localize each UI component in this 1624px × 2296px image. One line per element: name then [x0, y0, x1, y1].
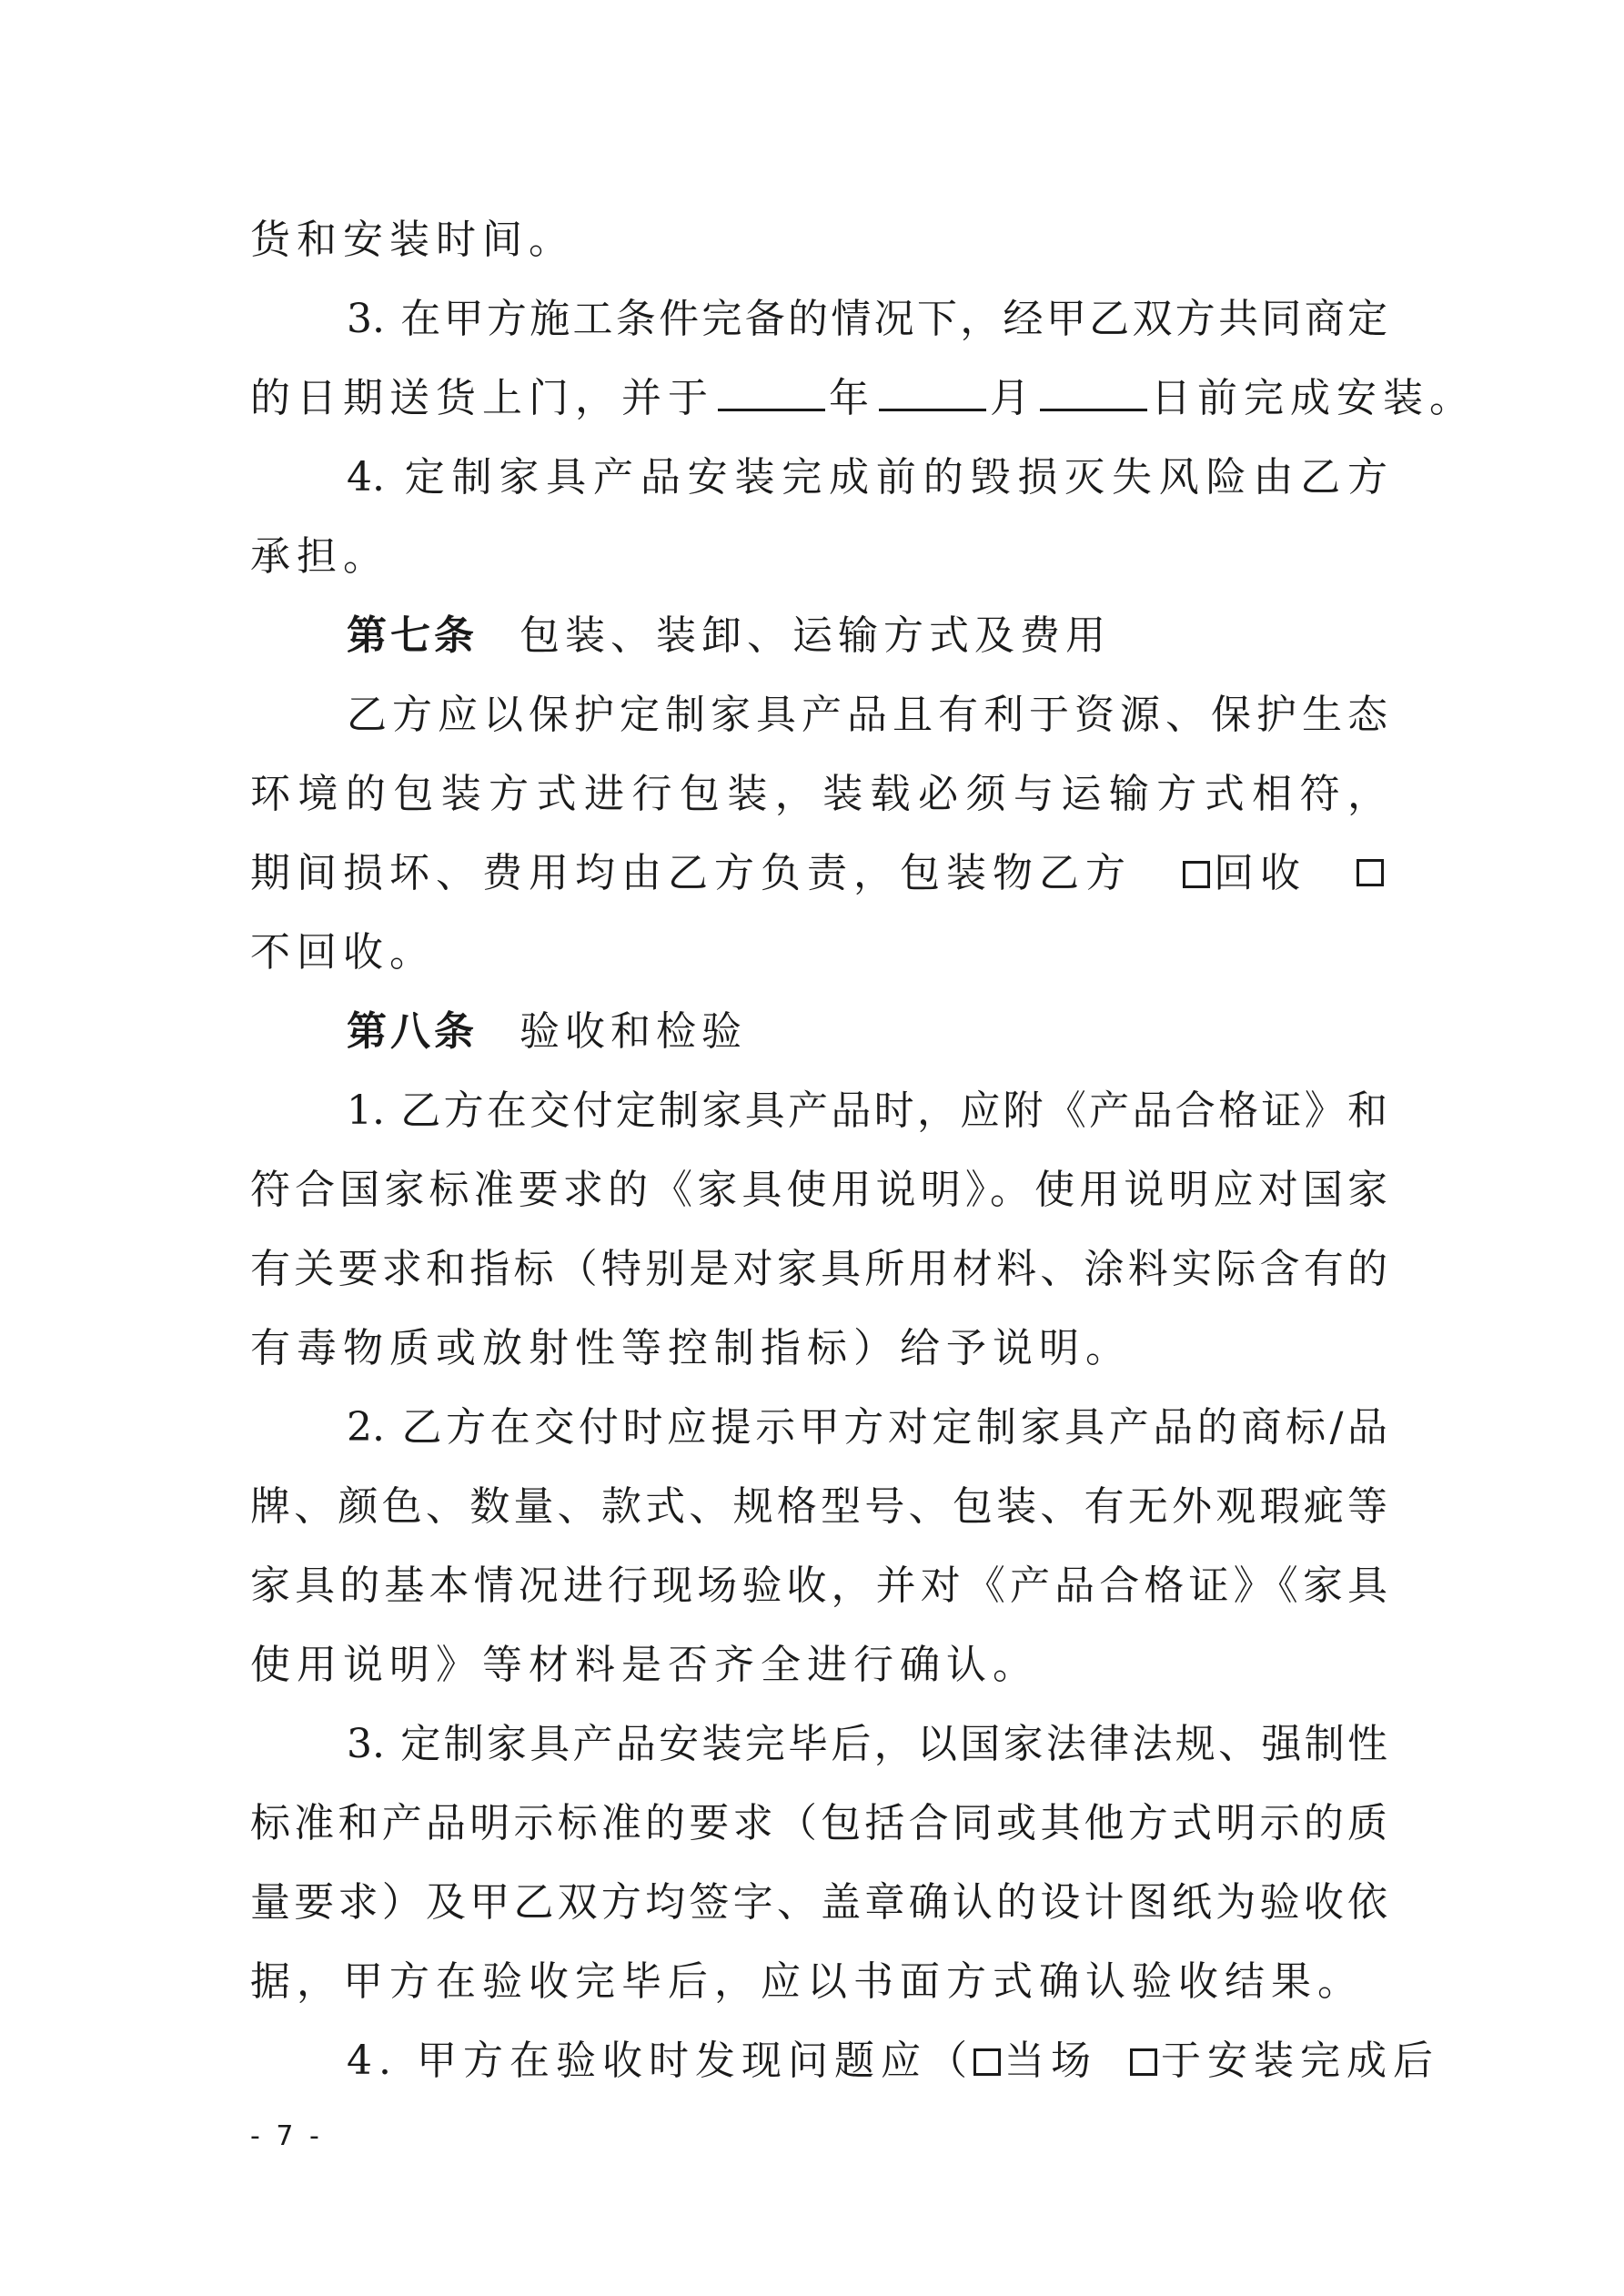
text-line: 3. 定制家具产品安装完毕后，以国家法律法规、强制性	[347, 1721, 1387, 1767]
checkbox-recycle[interactable]	[1183, 861, 1210, 888]
checkbox-on-site[interactable]	[973, 2048, 1001, 2076]
year-blank	[718, 372, 825, 411]
checkbox-after-install[interactable]	[1130, 2048, 1157, 2076]
text-line: 牌、颜色、数量、款式、规格型号、包装、有无外观瑕疵等	[250, 1483, 1387, 1530]
text-line: 乙方应以保护定制家具产品且有利于资源、保护生态	[347, 692, 1387, 738]
line-text: 3. 在甲方施工条件完备的情况下，经甲乙双方共同商定	[347, 296, 1387, 342]
text-line: 有毒物质或放射性等控制指标）给予说明。	[250, 1325, 1132, 1371]
article-heading	[250, 992, 1387, 1071]
text-line: 4. 定制家具产品安装完成前的毁损灭失风险由乙方	[347, 454, 1387, 501]
text-line: 使用说明》等材料是否齐全进行确认。	[250, 1642, 1039, 1688]
text-line: 的日期送货上门，并于 年 月 日前完成安装。	[250, 359, 1387, 438]
text-line: 4. 甲方在验收时发现问题应（ 当场 于安装完成后	[347, 2038, 1439, 2084]
text-line: 符合国家标准要求的《家具使用说明》。使用说明应对国家	[250, 1167, 1387, 1213]
text-line	[250, 200, 1387, 279]
text-line: 期间损坏、费用均由乙方负责，包装物乙方 回收	[250, 834, 1387, 913]
text-line: 家具的基本情况进行现场验收，并对《产品合格证》《家具	[250, 1563, 1387, 1609]
line-text: 货和安装时间。	[250, 217, 575, 263]
text-line: 标准和产品明示标准的要求（包括合同或其他方式明示的质	[250, 1800, 1387, 1846]
article-number: 第七条	[347, 612, 478, 659]
text-line: 据，甲方在验收完毕后，应以书面方式确认验收结果。	[250, 1958, 1364, 2005]
text-line: 不回收。	[250, 929, 436, 976]
article-heading	[250, 596, 1387, 675]
text-line: 环境的包装方式进行包装，装载必须与运输方式相符，	[250, 771, 1387, 817]
text-line: 2. 乙方在交付时应提示甲方对定制家具产品的商标/品	[347, 1404, 1387, 1451]
document-body	[250, 200, 1476, 2100]
article-title: 验收和检验	[519, 1008, 747, 1055]
month-blank	[879, 372, 986, 411]
text-line: 1. 乙方在交付定制家具产品时，应附《产品合格证》和	[347, 1087, 1387, 1134]
text-line	[250, 279, 1387, 359]
article-number: 第八条	[347, 1008, 478, 1055]
text-line: 有关要求和指标（特别是对家具所用材料、涂料实际含有的	[250, 1246, 1387, 1292]
article-title: 包装、装卸、运输方式及费用	[519, 612, 1111, 659]
day-blank	[1040, 372, 1147, 411]
checkbox-no-recycle[interactable]	[1357, 859, 1384, 886]
page-number: - 7 -	[250, 2120, 323, 2152]
text-line: 量要求）及甲乙双方均签字、盖章确认的设计图纸为验收依	[250, 1879, 1387, 1926]
text-line: 承担。	[250, 533, 389, 580]
